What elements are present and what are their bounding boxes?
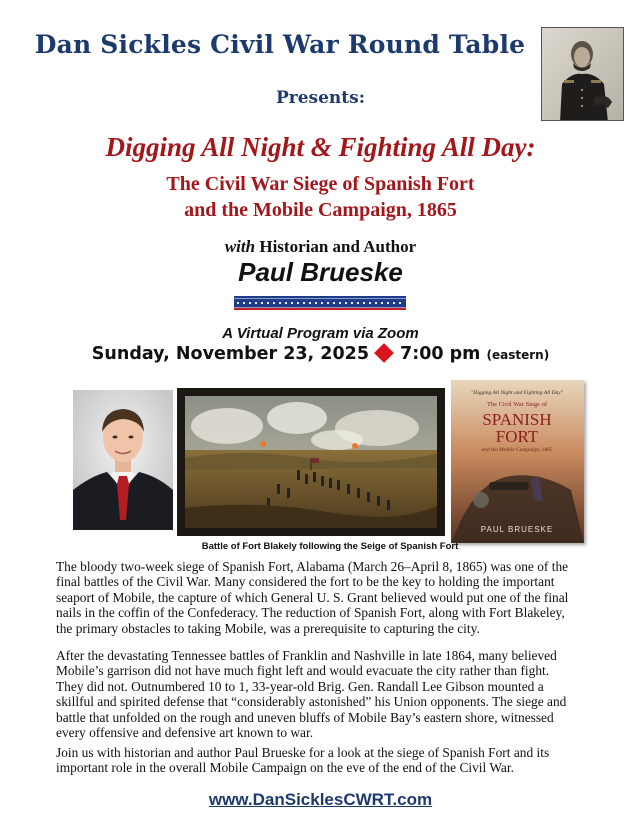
org-title: Dan Sickles Civil War Round Table [34, 30, 526, 59]
star-dot-icon [321, 302, 323, 304]
body-paragraph-2 [56, 648, 596, 740]
event-subtitle-line2: and the Mobile Campaign, 1865 [184, 199, 457, 221]
speaker-name: Paul Brueske [238, 257, 403, 287]
body-paragraph-3 [56, 745, 596, 776]
event-timezone: (eastern) [486, 348, 550, 362]
body-paragraph-1 [56, 559, 596, 636]
body-line: every offensive and defensive art known to war. [56, 725, 314, 741]
star-dot-icon [297, 302, 299, 304]
star-dot-icon [357, 302, 359, 304]
star-dot-icon [351, 302, 353, 304]
body-line: nails in the coffin of the Confederacy. The reduction of Spanish Fort, along with Fort Blakeley, [56, 605, 565, 621]
body-line: seaport of Mobile, the capture of which General U. S. Grant believed would put one of the final [56, 589, 569, 605]
star-dot-icon [339, 302, 341, 304]
star-dot-icon [327, 302, 329, 304]
body-line: important role in the overall Mobile Campaign on the eve of the end of the Civil War. [56, 760, 514, 776]
star-dot-icon [369, 302, 371, 304]
image-caption: Battle of Fort Blakely following the Seige of Spanish Fort [201, 541, 459, 552]
star-dot-icon [285, 302, 287, 304]
speaker-intro [0, 237, 641, 257]
body-line: After the devastating Tennessee battles of Franklin and Nashville in late 1864, many believed [56, 648, 557, 663]
star-dot-icon [273, 302, 275, 304]
presents-label: Presents: [275, 88, 365, 108]
event-time: 7:00 pm [400, 344, 481, 364]
body-line: The bloody two-week siege of Spanish Fort, Alabama (March 26–April 8, 1865) was one of the [56, 559, 569, 574]
body-line: battle that unfolded on the rough and uneven bluffs of Mobile Bay’s eastern shore, witnessed [56, 709, 554, 725]
body-line: They did not. Outnumbered 10 to 1, 33-year-old Brig. Gen. Randall Lee Gibson mounted a [56, 678, 544, 694]
book-cover-author: PAUL BRUESKE [480, 525, 554, 534]
book-cover-title-main1: SPANISH [482, 410, 552, 429]
star-dot-icon [237, 302, 239, 304]
body-line: the primary obstacles to taking Mobile, was a prerequisite to capturing the city. [56, 620, 480, 636]
star-dot-icon [249, 302, 251, 304]
star-dot-icon [261, 302, 263, 304]
website-link[interactable]: www.DanSicklesCWRT.com [208, 790, 433, 809]
star-dot-icon [387, 302, 389, 304]
star-dot-icon [303, 302, 305, 304]
star-dot-icon [333, 302, 335, 304]
star-dot-icon [279, 302, 281, 304]
star-dot-icon [375, 302, 377, 304]
battle-painting [177, 388, 445, 536]
star-dot-icon [255, 302, 257, 304]
star-dot-icon [399, 302, 401, 304]
book-cover [451, 380, 584, 543]
body-line: Mobile’s garrison did not have much fight left and would evacuate the city rather than fight. [56, 663, 550, 679]
event-date: Sunday, November 23, 2025 [91, 344, 370, 364]
speaker-photo [73, 390, 173, 530]
event-subtitle-line1: The Civil War Siege of Spanish Fort [166, 173, 475, 195]
star-dot-icon [267, 302, 269, 304]
program-format: A Virtual Program via Zoom [222, 325, 419, 342]
with-prefix: with [224, 237, 256, 256]
body-line: skillful and spirited defense that “considerably astonished” his Union opponents. The siege and [56, 694, 567, 710]
body-line: final battles of the Civil War. Many considered the fort to be the key to holding the important [56, 574, 555, 590]
star-dot-icon [243, 302, 245, 304]
date-time-line [0, 344, 641, 364]
star-dot-icon [309, 302, 311, 304]
star-dot-icon [315, 302, 317, 304]
flag-divider [234, 296, 406, 310]
book-cover-quote: "Digging All Night and Fighting All Day" [470, 390, 564, 396]
event-title: Digging All Night & Fighting All Day: [105, 132, 536, 162]
star-dot-icon [393, 302, 395, 304]
diamond-icon [374, 343, 394, 363]
star-dot-icon [345, 302, 347, 304]
book-cover-title-top: The Civil War Siege of [486, 401, 548, 408]
star-dot-icon [363, 302, 365, 304]
book-cover-title-main2: FORT [495, 427, 539, 446]
book-cover-subtitle: and the Mobile Campaign, 1865 [481, 447, 553, 453]
speaker-role: Historian and Author [259, 237, 417, 256]
star-dot-icon [291, 302, 293, 304]
star-dot-icon [381, 302, 383, 304]
body-line: Join us with historian and author Paul Brueske for a look at the siege of Spanish Fort and its [56, 745, 550, 760]
